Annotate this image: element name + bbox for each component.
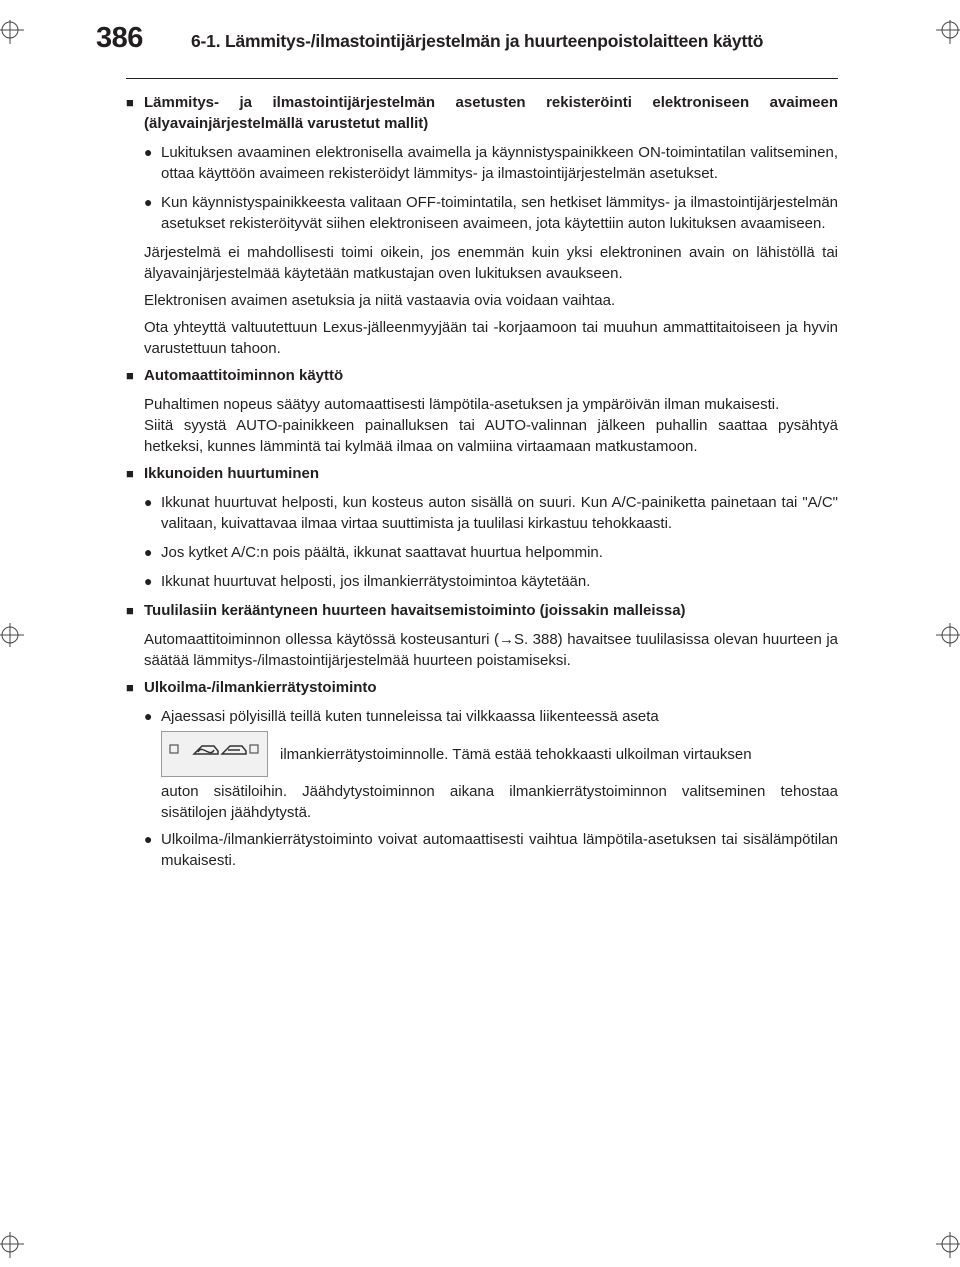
paragraph: Automaattitoiminnon ollessa käytössä kosteusanturi (→S. 388) havaitsee tuulilasissa olevan huurteen ja säätää lämmitys-/ilmastointijärjestelmää huurteen poistamiseksi. xyxy=(144,631,838,669)
section-frost-detection xyxy=(126,600,838,671)
list-item: ● Ikkunat huurtuvat helposti, jos ilmankierrätystoimintoa käytetään. xyxy=(144,573,591,590)
section-window-fogging xyxy=(126,463,838,592)
section-key-registration xyxy=(126,92,838,359)
list-item: ● Jos kytket A/C:n pois päältä, ikkunat saattavat huurtua helpommin. xyxy=(144,544,603,561)
section-auto-mode xyxy=(126,365,838,457)
paragraph: auton sisätiloihin. Jäähdytystoiminnon aikana ilmankierrätystoiminnon valitseminen tehostaa sisätilojen jäähdytystä. xyxy=(161,783,838,821)
bullet-icon: ● xyxy=(144,144,153,160)
bullet-icon: ● xyxy=(144,708,153,724)
section-heading: Lämmitys- ja ilmastointijärjestelmän asetusten rekisteröinti elektroniseen avaimeen (älyavainjärjestelmällä varustetut mallit) xyxy=(144,94,838,132)
section-heading: Automaattitoiminnon käyttö xyxy=(144,367,344,384)
crop-mark-icon xyxy=(930,620,960,650)
section-heading: Tuulilasiin kerääntyneen huurteen havaitsemistoiminto (joissakin malleissa) xyxy=(144,602,686,619)
section-recirculation xyxy=(126,677,838,871)
bullet-icon: ● xyxy=(144,544,153,560)
section-marker-icon: ■ xyxy=(126,95,134,110)
bullet-icon: ● xyxy=(144,831,153,847)
page-content xyxy=(126,92,838,879)
page-number: 386 xyxy=(96,22,143,54)
list-item: ● Ikkunat huurtuvat helposti, kun kosteus auton sisällä on suuri. Kun A/C-painiketta painetaan tai "A/C" valitaan, kuivattavaa ilmaa virtaa suuttimista ja tuulilasi kirkastuu tehokkaasti. xyxy=(144,494,838,532)
list-item: ● Lukituksen avaaminen elektronisella avaimella ja käynnistyspainikkeen ON-toimintatilan valitseminen, ottaa käyttöön avaimeen rekisteröidyt lämmitys- ja ilmastointijärjestelmän asetukset. xyxy=(144,144,838,182)
section-marker-icon: ■ xyxy=(126,466,134,481)
crop-mark-icon xyxy=(0,20,30,50)
crop-mark-icon xyxy=(0,1228,30,1258)
header-divider xyxy=(126,78,838,79)
crop-mark-icon xyxy=(930,20,960,50)
crop-mark-icon xyxy=(0,620,30,650)
inline-illustration-row: ilmankierrätystoiminnolle. Tämä estää tehokkaasti ulkoilman virtauksen xyxy=(161,731,838,777)
section-marker-icon: ■ xyxy=(126,368,134,383)
bullet-icon: ● xyxy=(144,194,153,210)
chapter-title: 6-1. Lämmitys-/ilmastointijärjestelmän ja huurteenpoistolaitteen käyttö xyxy=(191,31,764,51)
section-heading: Ulkoilma-/ilmankierrätystoiminto xyxy=(144,679,377,696)
bullet-icon: ● xyxy=(144,573,153,589)
crop-mark-icon xyxy=(930,1228,960,1258)
paragraph: Puhaltimen nopeus säätyy automaattisesti lämpötila-asetuksen ja ympäröivän ilman mukaisesti. Siitä syystä AUTO-painikkeen painalluksen tai AUTO-valinnan jälkeen puhallin saattaa pysähtyä hetkeksi, kunnes lämmintä tai kylmää ilmaa on valmiina virtaamaan matkustamoon. xyxy=(144,396,838,455)
paragraph: Ota yhteyttä valtuutettuun Lexus-jälleenmyyjään tai -korjaamoon tai muuhun ammattitaitoiseen ja hyvin varustettuun tahoon. xyxy=(144,319,838,357)
section-heading: Ikkunoiden huurtuminen xyxy=(144,465,319,482)
section-marker-icon: ■ xyxy=(126,603,134,618)
list-item: ● Ajaessasi pölyisillä teillä kuten tunneleissa tai vilkkaassa liikenteessä aseta xyxy=(144,708,659,725)
list-item: ● Kun käynnistyspainikkeesta valitaan OFF-toimintatila, sen hetkiset lämmitys- ja ilmastointijärjestelmän asetukset rekisteröityvät siihen elektroniseen avaimeen, jota käytettiin auton lukituksen avaamiseen. xyxy=(144,194,838,232)
page-header xyxy=(96,22,856,62)
recirculation-button-icon xyxy=(161,731,268,777)
paragraph: Järjestelmä ei mahdollisesti toimi oikein, jos enemmän kuin yksi elektroninen avain on lähistöllä tai älyavainjärjestelmää käytetään matkustajan oven lukituksen avaukseen. xyxy=(144,244,838,282)
paragraph: Elektronisen avaimen asetuksia ja niitä vastaavia ovia voidaan vaihtaa. xyxy=(144,292,616,309)
list-item: ● Ulkoilma-/ilmankierrätystoiminto voivat automaattisesti vaihtua lämpötila-asetuksen tai sisälämpötilan mukaisesti. xyxy=(144,831,838,869)
section-marker-icon: ■ xyxy=(126,680,134,695)
bullet-icon: ● xyxy=(144,494,153,510)
